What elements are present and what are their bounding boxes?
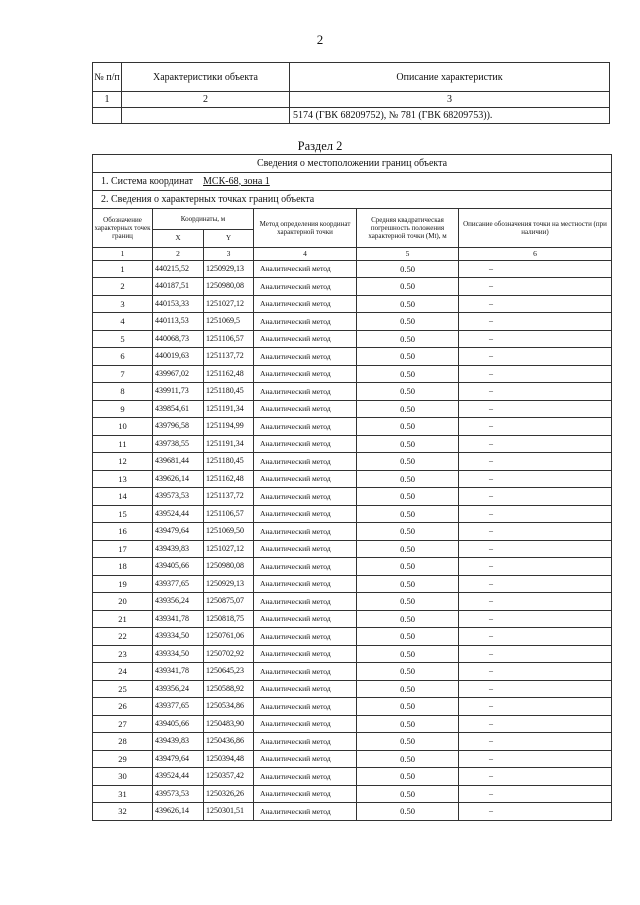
table-row — [93, 715, 612, 733]
table-row — [93, 313, 612, 331]
table-row — [93, 260, 612, 278]
x-coord-cell: 439911,73 — [153, 383, 204, 401]
y-coord-cell: 1250818,75 — [204, 610, 254, 628]
accuracy-cell: 0.50 — [357, 400, 459, 418]
point-number-cell: 21 — [93, 610, 153, 628]
accuracy-cell: 0.50 — [357, 663, 459, 681]
header-x: X — [153, 230, 204, 248]
points-section-label: 2. Сведения о характерных точках границ объекта — [93, 191, 612, 209]
y-coord-cell: 1251180,45 — [204, 453, 254, 471]
accuracy-cell: 0.50 — [357, 523, 459, 541]
table-row — [93, 348, 612, 366]
point-number-cell: 23 — [93, 645, 153, 663]
x-coord-cell: 439377,65 — [153, 575, 204, 593]
accuracy-cell: 0.50 — [357, 698, 459, 716]
point-number-cell: 29 — [93, 750, 153, 768]
y-coord-cell: 1251106,57 — [204, 505, 254, 523]
y-coord-cell: 1251137,72 — [204, 488, 254, 506]
table-row — [93, 610, 612, 628]
point-number-cell: 30 — [93, 768, 153, 786]
method-cell: Аналитический метод — [254, 610, 357, 628]
coordinates-table — [92, 154, 612, 821]
x-coord-cell: 439334,50 — [153, 645, 204, 663]
y-coord-cell: 1250645,23 — [204, 663, 254, 681]
method-cell: Аналитический метод — [254, 313, 357, 331]
y-coord-cell: 1250702,92 — [204, 645, 254, 663]
method-cell: Аналитический метод — [254, 803, 357, 821]
description-cell: – — [459, 645, 612, 663]
table-row — [93, 803, 612, 821]
coordinate-system-row — [93, 173, 612, 191]
point-number-cell: 25 — [93, 680, 153, 698]
point-number-cell: 26 — [93, 698, 153, 716]
method-cell: Аналитический метод — [254, 698, 357, 716]
index-cell: 5 — [357, 247, 459, 260]
point-number-cell: 31 — [93, 785, 153, 803]
index-cell: 1 — [93, 247, 153, 260]
description-cell: – — [459, 593, 612, 611]
x-coord-cell: 440215,52 — [153, 260, 204, 278]
header-characteristics: Характеристики объекта — [122, 63, 290, 92]
table-row — [93, 645, 612, 663]
accuracy-cell: 0.50 — [357, 383, 459, 401]
method-cell: Аналитический метод — [254, 348, 357, 366]
description-cell: – — [459, 750, 612, 768]
description-cell: – — [459, 313, 612, 331]
table-row — [93, 365, 612, 383]
table-row — [93, 435, 612, 453]
description-cell: – — [459, 400, 612, 418]
accuracy-cell: 0.50 — [357, 348, 459, 366]
description-cell: – — [459, 768, 612, 786]
x-coord-cell: 439738,55 — [153, 435, 204, 453]
table-row — [93, 593, 612, 611]
accuracy-cell: 0.50 — [357, 365, 459, 383]
method-cell: Аналитический метод — [254, 715, 357, 733]
x-coord-cell: 439573,53 — [153, 488, 204, 506]
y-coord-cell: 1251027,12 — [204, 295, 254, 313]
x-coord-cell: 439439,83 — [153, 733, 204, 751]
table-row — [93, 558, 612, 576]
y-coord-cell: 1251069,50 — [204, 523, 254, 541]
x-coord-cell: 439524,44 — [153, 768, 204, 786]
y-coord-cell: 1250357,42 — [204, 768, 254, 786]
description-cell: – — [459, 523, 612, 541]
table-row — [93, 785, 612, 803]
point-number-cell: 15 — [93, 505, 153, 523]
index-cell: 4 — [254, 247, 357, 260]
method-cell: Аналитический метод — [254, 260, 357, 278]
accuracy-cell: 0.50 — [357, 330, 459, 348]
table-row — [93, 295, 612, 313]
header-description: Описание обозначения точки на местности (при наличии) — [459, 209, 612, 248]
description-cell: – — [459, 488, 612, 506]
description-cell: – — [459, 698, 612, 716]
point-number-cell: 6 — [93, 348, 153, 366]
method-cell: Аналитический метод — [254, 295, 357, 313]
y-coord-cell: 1250483,90 — [204, 715, 254, 733]
x-coord-cell: 439405,66 — [153, 558, 204, 576]
description-cell: – — [459, 348, 612, 366]
x-coord-cell: 439356,24 — [153, 593, 204, 611]
table-row — [93, 733, 612, 751]
x-coord-cell: 440113,53 — [153, 313, 204, 331]
description-cell: – — [459, 558, 612, 576]
method-cell: Аналитический метод — [254, 645, 357, 663]
accuracy-cell: 0.50 — [357, 488, 459, 506]
continuation-text: 5174 (ГВК 68209752), № 781 (ГВК 68209753)). — [290, 108, 610, 124]
description-cell: – — [459, 505, 612, 523]
table-row — [93, 418, 612, 436]
table-row — [93, 575, 612, 593]
accuracy-cell: 0.50 — [357, 750, 459, 768]
index-cell: 2 — [122, 92, 290, 108]
x-coord-cell: 440019,63 — [153, 348, 204, 366]
description-cell: – — [459, 663, 612, 681]
accuracy-cell: 0.50 — [357, 593, 459, 611]
description-cell: – — [459, 453, 612, 471]
method-cell: Аналитический метод — [254, 470, 357, 488]
method-cell: Аналитический метод — [254, 540, 357, 558]
table-row — [93, 505, 612, 523]
empty-cell — [93, 108, 122, 124]
object-characteristics-table — [92, 62, 610, 124]
point-number-cell: 4 — [93, 313, 153, 331]
table-row — [93, 383, 612, 401]
method-cell: Аналитический метод — [254, 488, 357, 506]
header-number: № п/п — [93, 63, 122, 92]
description-cell: – — [459, 610, 612, 628]
x-coord-cell: 439573,53 — [153, 785, 204, 803]
table-row — [93, 628, 612, 646]
accuracy-cell: 0.50 — [357, 733, 459, 751]
description-cell: – — [459, 785, 612, 803]
description-cell: – — [459, 715, 612, 733]
y-coord-cell: 1251162,48 — [204, 365, 254, 383]
description-cell: – — [459, 470, 612, 488]
section-title: Раздел 2 — [297, 139, 343, 153]
method-cell: Аналитический метод — [254, 575, 357, 593]
y-coord-cell: 1251106,57 — [204, 330, 254, 348]
method-cell: Аналитический метод — [254, 785, 357, 803]
accuracy-cell: 0.50 — [357, 575, 459, 593]
page-number: 2 — [316, 32, 324, 47]
header-y: Y — [204, 230, 254, 248]
description-cell: – — [459, 540, 612, 558]
y-coord-cell: 1251180,45 — [204, 383, 254, 401]
header-accuracy: Средняя квадратическая погрешность положения характерной точки (Mt), м — [357, 209, 459, 248]
point-number-cell: 28 — [93, 733, 153, 751]
header-coords: Координаты, м — [153, 209, 254, 230]
description-cell: – — [459, 365, 612, 383]
method-cell: Аналитический метод — [254, 593, 357, 611]
point-number-cell: 13 — [93, 470, 153, 488]
x-coord-cell: 439341,78 — [153, 610, 204, 628]
coordinate-system-label: 1. Система координат — [101, 175, 194, 187]
header-method: Метод определения координат характерной точки — [254, 209, 357, 248]
x-coord-cell: 439479,64 — [153, 750, 204, 768]
point-number-cell: 24 — [93, 663, 153, 681]
description-cell: – — [459, 260, 612, 278]
accuracy-cell: 0.50 — [357, 785, 459, 803]
y-coord-cell: 1250929,13 — [204, 260, 254, 278]
index-cell: 3 — [204, 247, 254, 260]
point-number-cell: 14 — [93, 488, 153, 506]
table-row — [93, 278, 612, 296]
method-cell: Аналитический метод — [254, 418, 357, 436]
y-coord-cell: 1250588,92 — [204, 680, 254, 698]
x-coord-cell: 439967,02 — [153, 365, 204, 383]
method-cell: Аналитический метод — [254, 435, 357, 453]
accuracy-cell: 0.50 — [357, 418, 459, 436]
x-coord-cell: 440187,51 — [153, 278, 204, 296]
x-coord-cell: 439796,58 — [153, 418, 204, 436]
method-cell: Аналитический метод — [254, 628, 357, 646]
table-header-row — [93, 209, 612, 230]
table-row — [93, 540, 612, 558]
point-number-cell: 3 — [93, 295, 153, 313]
y-coord-cell: 1250436,86 — [204, 733, 254, 751]
accuracy-cell: 0.50 — [357, 540, 459, 558]
table-row — [93, 750, 612, 768]
coordinate-system-value: МСК-68, зона 1 — [203, 175, 270, 187]
table-row — [93, 523, 612, 541]
table-row — [93, 698, 612, 716]
accuracy-cell: 0.50 — [357, 295, 459, 313]
point-number-cell: 18 — [93, 558, 153, 576]
accuracy-cell: 0.50 — [357, 470, 459, 488]
method-cell: Аналитический метод — [254, 558, 357, 576]
method-cell: Аналитический метод — [254, 663, 357, 681]
description-cell: – — [459, 330, 612, 348]
x-coord-cell: 439524,44 — [153, 505, 204, 523]
accuracy-cell: 0.50 — [357, 435, 459, 453]
method-cell: Аналитический метод — [254, 733, 357, 751]
header-point: Обозначение характерных точек границ — [93, 209, 153, 248]
x-coord-cell: 439439,83 — [153, 540, 204, 558]
accuracy-cell: 0.50 — [357, 278, 459, 296]
method-cell: Аналитический метод — [254, 750, 357, 768]
x-coord-cell: 439854,61 — [153, 400, 204, 418]
index-cell: 3 — [290, 92, 610, 108]
table-row — [93, 108, 610, 124]
method-cell: Аналитический метод — [254, 680, 357, 698]
accuracy-cell: 0.50 — [357, 645, 459, 663]
header-description: Описание характеристик — [290, 63, 610, 92]
description-cell: – — [459, 278, 612, 296]
table-index-row — [93, 92, 610, 108]
method-cell: Аналитический метод — [254, 278, 357, 296]
point-number-cell: 11 — [93, 435, 153, 453]
point-number-cell: 20 — [93, 593, 153, 611]
table-row — [93, 768, 612, 786]
accuracy-cell: 0.50 — [357, 715, 459, 733]
x-coord-cell: 439681,44 — [153, 453, 204, 471]
point-number-cell: 22 — [93, 628, 153, 646]
x-coord-cell: 439626,14 — [153, 803, 204, 821]
table-row — [93, 330, 612, 348]
y-coord-cell: 1250980,08 — [204, 558, 254, 576]
description-cell: – — [459, 418, 612, 436]
point-number-cell: 12 — [93, 453, 153, 471]
description-cell: – — [459, 628, 612, 646]
y-coord-cell: 1250534,86 — [204, 698, 254, 716]
y-coord-cell: 1251194,99 — [204, 418, 254, 436]
table-header-row — [93, 63, 610, 92]
point-number-cell: 16 — [93, 523, 153, 541]
table-index-row — [93, 247, 612, 260]
y-coord-cell: 1250980,08 — [204, 278, 254, 296]
accuracy-cell: 0.50 — [357, 803, 459, 821]
description-cell: – — [459, 680, 612, 698]
accuracy-cell: 0.50 — [357, 505, 459, 523]
table-row — [93, 663, 612, 681]
y-coord-cell: 1251069,5 — [204, 313, 254, 331]
x-coord-cell: 439626,14 — [153, 470, 204, 488]
y-coord-cell: 1250875,07 — [204, 593, 254, 611]
table-row — [93, 400, 612, 418]
point-number-cell: 9 — [93, 400, 153, 418]
point-number-cell: 10 — [93, 418, 153, 436]
y-coord-cell: 1250301,51 — [204, 803, 254, 821]
x-coord-cell: 440153,33 — [153, 295, 204, 313]
y-coord-cell: 1251162,48 — [204, 470, 254, 488]
y-coord-cell: 1250326,26 — [204, 785, 254, 803]
description-cell: – — [459, 383, 612, 401]
y-coord-cell: 1250929,13 — [204, 575, 254, 593]
y-coord-cell: 1250761,06 — [204, 628, 254, 646]
x-coord-cell: 440068,73 — [153, 330, 204, 348]
x-coord-cell: 439341,78 — [153, 663, 204, 681]
point-number-cell: 2 — [93, 278, 153, 296]
accuracy-cell: 0.50 — [357, 453, 459, 471]
table-row — [93, 680, 612, 698]
point-number-cell: 19 — [93, 575, 153, 593]
y-coord-cell: 1251191,34 — [204, 435, 254, 453]
y-coord-cell: 1251027,12 — [204, 540, 254, 558]
description-cell: – — [459, 733, 612, 751]
accuracy-cell: 0.50 — [357, 628, 459, 646]
index-cell: 2 — [153, 247, 204, 260]
point-number-cell: 17 — [93, 540, 153, 558]
x-coord-cell: 439405,66 — [153, 715, 204, 733]
accuracy-cell: 0.50 — [357, 313, 459, 331]
accuracy-cell: 0.50 — [357, 260, 459, 278]
x-coord-cell: 439334,50 — [153, 628, 204, 646]
x-coord-cell: 439356,24 — [153, 680, 204, 698]
point-number-cell: 7 — [93, 365, 153, 383]
point-number-cell: 8 — [93, 383, 153, 401]
accuracy-cell: 0.50 — [357, 610, 459, 628]
point-number-cell: 5 — [93, 330, 153, 348]
method-cell: Аналитический метод — [254, 365, 357, 383]
table-row — [93, 453, 612, 471]
x-coord-cell: 439377,65 — [153, 698, 204, 716]
method-cell: Аналитический метод — [254, 523, 357, 541]
x-coord-cell: 439479,64 — [153, 523, 204, 541]
empty-cell — [122, 108, 290, 124]
point-number-cell: 27 — [93, 715, 153, 733]
description-cell: – — [459, 803, 612, 821]
table-row — [93, 488, 612, 506]
method-cell: Аналитический метод — [254, 383, 357, 401]
index-cell: 6 — [459, 247, 612, 260]
y-coord-cell: 1251191,34 — [204, 400, 254, 418]
description-cell: – — [459, 575, 612, 593]
method-cell: Аналитический метод — [254, 768, 357, 786]
index-cell: 1 — [93, 92, 122, 108]
method-cell: Аналитический метод — [254, 400, 357, 418]
point-number-cell: 32 — [93, 803, 153, 821]
point-number-cell: 1 — [93, 260, 153, 278]
table-title: Сведения о местоположении границ объекта — [93, 155, 612, 173]
y-coord-cell: 1250394,48 — [204, 750, 254, 768]
method-cell: Аналитический метод — [254, 453, 357, 471]
method-cell: Аналитический метод — [254, 505, 357, 523]
accuracy-cell: 0.50 — [357, 768, 459, 786]
description-cell: – — [459, 295, 612, 313]
table-row — [93, 470, 612, 488]
method-cell: Аналитический метод — [254, 330, 357, 348]
accuracy-cell: 0.50 — [357, 558, 459, 576]
description-cell: – — [459, 435, 612, 453]
accuracy-cell: 0.50 — [357, 680, 459, 698]
y-coord-cell: 1251137,72 — [204, 348, 254, 366]
